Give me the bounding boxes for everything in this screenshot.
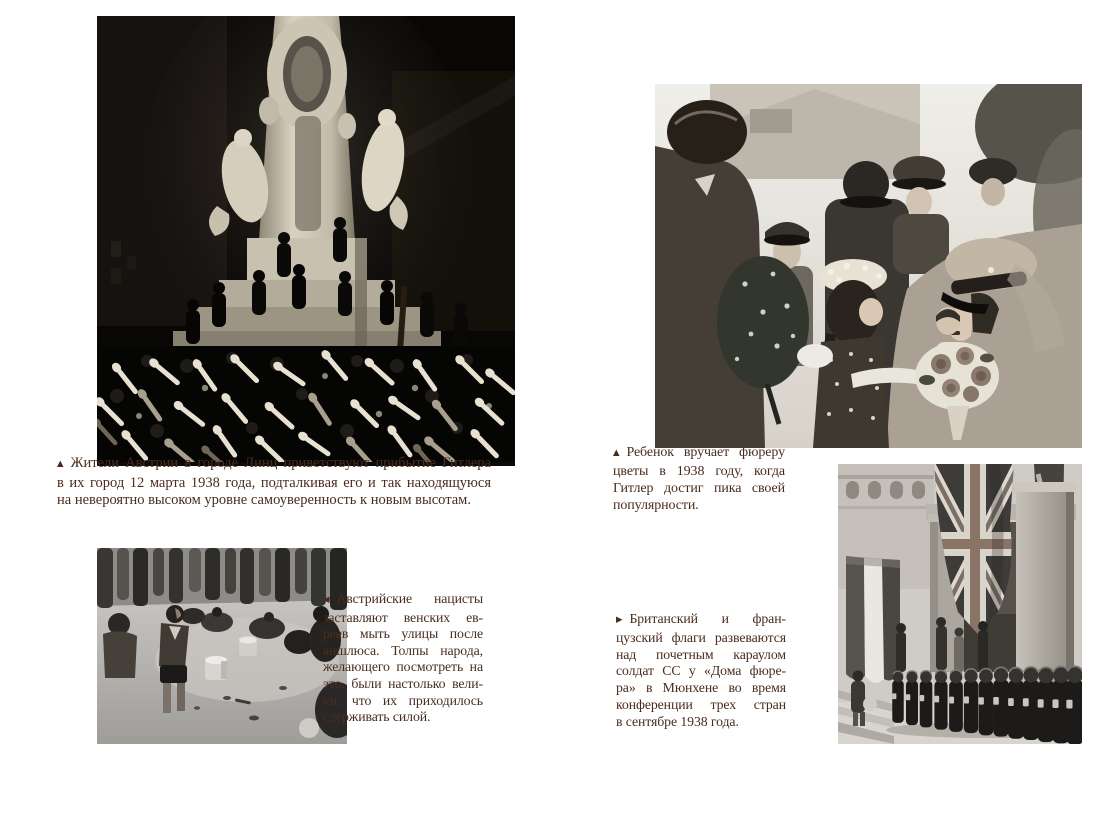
caption-text: Ребенок вручает фюреру [626,445,785,460]
caption-line: сдерживать силой. [323,709,431,725]
caption-text: Жители Австрии в городе Линц приветствуют прибытие Гитлера [70,455,491,471]
triangle-up-marker-icon: ▲ [613,448,620,458]
caption-flags-munich [616,611,786,731]
caption-text: Британский и фран- [629,611,786,626]
triangle-right-marker-icon: ▶ [616,615,623,625]
photo-flags-munich-art [838,464,1082,744]
caption-line: желающего посмотреть на [323,659,483,675]
photo-street-washing-art [97,548,347,744]
caption-line: реев мыть улицы после [323,626,483,642]
caption-line: аншлюса. Толпы народа, [323,642,483,658]
caption-line: над почетным караулом [616,646,786,662]
caption-line: цветы в 1938 году, когда [613,464,785,479]
caption-line: цузский флаги развеваются [616,629,786,645]
photo-child-flowers [655,84,1082,448]
caption-line: на невероятно высоком уровне самоуверенность к новым высотам. [57,492,471,508]
caption-linz-crowd [57,455,491,510]
photo-linz-crowd [97,16,515,466]
caption-line: заставляют венских ев- [323,609,483,625]
caption-line: солдат СС у «Дома фюре- [616,663,786,679]
caption-line [57,455,491,475]
caption-line [613,444,785,463]
caption-text: Австрийские нацисты [336,591,483,606]
caption-line: ки, что их приходилось [323,692,483,708]
photo-street-washing [97,548,347,744]
caption-line [323,591,483,610]
caption-line: Гитлер достиг пика своей [613,481,785,496]
triangle-up-marker-icon: ▲ [57,459,64,469]
caption-line: конференции трех стран [616,696,786,712]
caption-line: в их город 12 марта 1938 года, подталкивая его и так находящуюся [57,474,491,491]
caption-line: популярности. [613,498,699,513]
caption-child-flowers [613,444,785,514]
photo-flags-munich [838,464,1082,744]
caption-line: это, были настолько вели- [323,675,483,691]
caption-line [616,611,786,630]
photo-child-flowers-art [655,84,1082,448]
triangle-left-marker-icon: ◀ [323,595,330,605]
caption-line: ра» в Мюнхене во время [616,680,786,696]
caption-street-washing [323,591,483,726]
photo-linz-crowd-art [97,16,515,466]
caption-line: в сентябре 1938 года. [616,713,739,729]
